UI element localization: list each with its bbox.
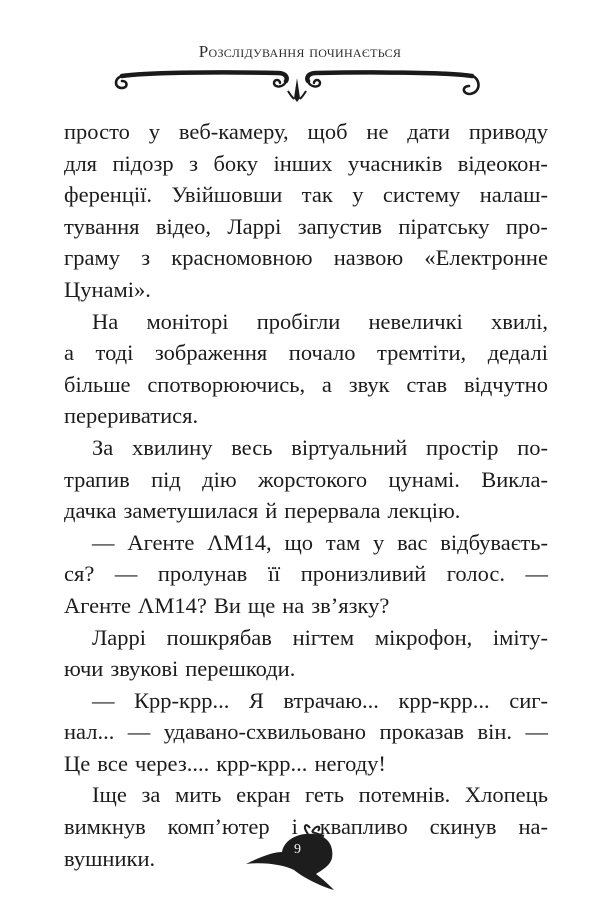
paragraph <box>64 622 548 685</box>
word: — <box>114 561 138 587</box>
word: у <box>373 529 385 555</box>
word: мить <box>175 782 222 808</box>
word: крр-крр... <box>398 687 490 713</box>
word: Крр-крр... <box>134 687 230 713</box>
word: ще <box>247 592 276 618</box>
word: хвилину <box>131 434 213 460</box>
ornamental-divider-icon <box>108 66 486 106</box>
word: просто <box>64 119 130 144</box>
word: — <box>92 529 115 555</box>
word: тремтіти, <box>377 340 467 366</box>
word: мікрофон, <box>374 624 473 650</box>
paragraph <box>64 306 548 432</box>
word: сиг- <box>509 687 548 713</box>
word: голос. <box>446 561 505 587</box>
word: відеокон- <box>457 150 548 176</box>
text-line <box>64 211 548 243</box>
word: комп’ютер <box>167 814 270 840</box>
word: Ви <box>213 592 241 618</box>
word: у <box>148 119 160 144</box>
text-line <box>64 653 548 685</box>
word: боку <box>213 150 259 176</box>
word: Це <box>64 750 91 776</box>
word: невеличкі <box>368 308 463 334</box>
word: нал... <box>64 719 115 745</box>
word: для <box>64 150 98 176</box>
word: простір <box>426 434 499 460</box>
word: скинув <box>429 814 497 840</box>
word: Цунамі». <box>64 276 151 302</box>
word: а <box>321 371 332 397</box>
text-line <box>64 464 548 496</box>
text-line <box>64 274 548 306</box>
word: відбуваєть- <box>440 529 548 555</box>
word: За <box>92 434 114 460</box>
word: щоб <box>307 119 348 144</box>
word: ся? <box>64 561 95 587</box>
word: перериватися. <box>64 403 199 429</box>
word: ΛМ14, <box>207 529 272 555</box>
word: — <box>127 719 151 745</box>
word: «Електронне <box>424 245 548 271</box>
paragraph <box>64 116 548 306</box>
word: зв’язку? <box>311 592 390 618</box>
word: квапливо <box>319 814 408 840</box>
word: екран <box>236 782 291 808</box>
text-line <box>64 495 548 527</box>
word: він. <box>477 719 513 745</box>
text-line <box>64 337 548 369</box>
word: жорстокого <box>257 466 368 492</box>
text-line <box>64 432 548 464</box>
word: вас <box>397 529 428 555</box>
word: красномовною <box>171 245 313 271</box>
text-line <box>64 148 548 180</box>
word: негоду! <box>314 750 386 776</box>
word: і <box>291 814 298 840</box>
word: пронизливий <box>300 561 427 587</box>
word: дію <box>202 466 237 492</box>
word: удавано-схвильовано <box>163 719 367 745</box>
word: вушники. <box>64 845 156 871</box>
text-line <box>64 242 548 274</box>
word: веб-камеру, <box>178 119 289 144</box>
word: — <box>525 561 548 587</box>
word: тоді <box>95 340 134 366</box>
word: На <box>92 308 119 334</box>
word: ΛМ14? <box>138 592 207 618</box>
text-line <box>64 779 548 811</box>
word: не <box>366 119 389 144</box>
word: зображення <box>154 340 268 366</box>
word: Викла- <box>481 466 548 492</box>
text-line <box>64 179 548 211</box>
word: дати <box>407 119 451 144</box>
word: крр-крр... <box>216 750 308 776</box>
word: Агенте <box>127 529 195 555</box>
word: Агенте <box>64 592 132 618</box>
running-head: Розслідування починається <box>198 42 402 61</box>
word: дедалі <box>487 340 548 366</box>
word: з <box>141 245 151 271</box>
body-text <box>64 116 548 874</box>
text-line <box>64 369 548 401</box>
word: більше <box>64 371 131 397</box>
word: налаш- <box>479 182 548 208</box>
word: трапив <box>64 466 130 492</box>
word: систему <box>382 182 461 208</box>
word: так <box>301 182 333 208</box>
word: підозр <box>112 150 174 176</box>
word: Хлопець <box>464 782 548 808</box>
word: по- <box>517 434 548 460</box>
word: що <box>284 529 314 555</box>
word: — <box>92 687 115 713</box>
word: з <box>189 150 198 176</box>
word: іміту- <box>492 624 548 650</box>
word: перервала <box>284 498 381 524</box>
word: пробігли <box>256 308 341 334</box>
word: запустив <box>297 213 383 239</box>
word: через.... <box>135 750 210 776</box>
text-line <box>64 748 548 780</box>
word: під <box>151 466 181 492</box>
text-line <box>64 306 548 338</box>
word: моніторі <box>146 308 229 334</box>
deerstalker-hat-icon <box>238 820 348 892</box>
word: Увійшовши <box>171 182 283 208</box>
word: нігтем <box>292 624 355 650</box>
word: про- <box>505 213 548 239</box>
word: все <box>97 750 128 776</box>
word: весь <box>231 434 273 460</box>
word: Я <box>248 687 264 713</box>
word: ференції. <box>64 182 153 208</box>
text-line <box>64 527 548 559</box>
word: там <box>325 529 361 555</box>
word: став <box>406 371 448 397</box>
word: на <box>282 592 305 618</box>
word: проказав <box>379 719 465 745</box>
word: хвилі, <box>490 308 548 334</box>
word: дачка <box>64 498 117 524</box>
word: піратську <box>398 213 490 239</box>
word: Ларрі <box>227 213 282 239</box>
word: заметушилася <box>123 498 259 524</box>
word: на- <box>518 814 548 840</box>
text-line <box>64 716 548 748</box>
word: учасників <box>347 150 443 176</box>
word: у <box>352 182 364 208</box>
word: за <box>141 782 161 808</box>
word: відео, <box>155 213 212 239</box>
word: перешкоди. <box>185 656 296 682</box>
word: лекцію. <box>387 498 461 524</box>
word: вимкнув <box>64 814 146 840</box>
word: звук <box>348 371 390 397</box>
word: пошкрябав <box>166 624 272 650</box>
paragraph <box>64 527 548 622</box>
text-line <box>64 116 548 148</box>
word: потемнів. <box>358 782 451 808</box>
word: Іще <box>92 782 127 808</box>
word: приводу <box>468 119 548 144</box>
page-number: 9 <box>294 842 301 857</box>
text-line <box>64 685 548 717</box>
word: — <box>525 719 548 745</box>
text-line <box>64 558 548 590</box>
word: назвою <box>333 245 404 271</box>
word: пролунав <box>157 561 248 587</box>
word: віртуальний <box>291 434 408 460</box>
word: граму <box>64 245 120 271</box>
word: й <box>265 498 278 524</box>
word: ючи <box>64 656 104 682</box>
word: тування <box>64 213 140 239</box>
word: інших <box>273 150 333 176</box>
text-line <box>64 590 548 622</box>
word: відчутно <box>463 371 548 397</box>
word: цунамі. <box>388 466 460 492</box>
word: її <box>267 561 281 587</box>
word: Ларрі <box>92 624 146 650</box>
paragraph <box>64 432 548 527</box>
word: спотворюючись, <box>147 371 306 397</box>
word: звукові <box>110 656 179 682</box>
text-line <box>64 622 548 654</box>
word: а <box>64 340 74 366</box>
word: втрачаю... <box>283 687 379 713</box>
paragraph <box>64 685 548 780</box>
word: почало <box>288 340 356 366</box>
word: геть <box>304 782 344 808</box>
text-line <box>64 400 548 432</box>
